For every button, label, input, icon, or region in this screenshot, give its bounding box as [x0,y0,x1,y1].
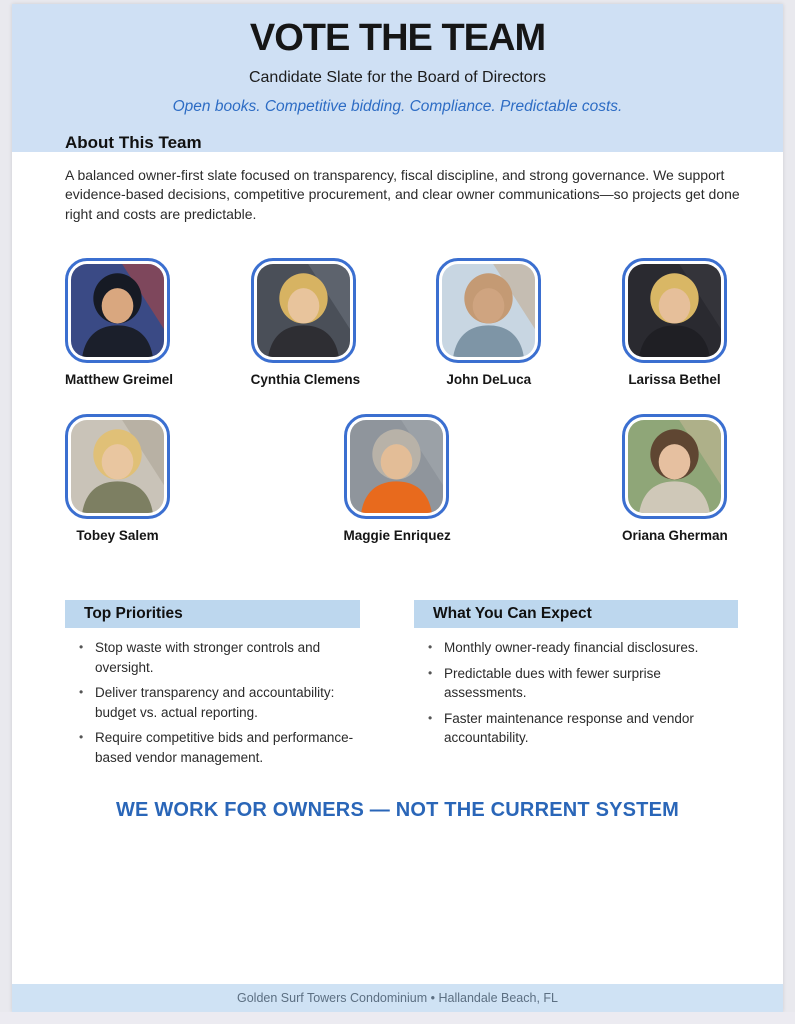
bullet-item: • Monthly owner-ready financial disclosures. [414,638,738,658]
smiling-blonde-woman-closeup-icon [71,420,164,513]
police-officer-in-uniform-us-flag-background-icon [71,264,164,357]
candidate-grid [65,258,727,543]
flyer-header [12,4,783,152]
bullet-item: • Stop waste with stronger controls and oversight. [65,638,360,677]
brown-haired-woman-outdoors-icon [628,420,721,513]
candidate-name: Matthew Greimel [65,371,174,387]
footer-text: Golden Surf Towers Condominium • Hallandale Beach, FL [237,991,558,1005]
expectations-section [414,600,738,773]
campaign-slogan: WE WORK FOR OWNERS — NOT THE CURRENT SYSTEM [115,799,680,822]
top-priorities-section [65,600,360,773]
candidate-name: John DeLuca [446,371,532,387]
top-priorities-list [65,638,360,767]
bald-man-blue-shirt-outdoors-icon [442,264,535,357]
blonde-woman-glasses-red-lipstick-icon [628,264,721,357]
page-subtitle: Candidate Slate for the Board of Directors [248,68,547,86]
expectations-list [414,638,738,748]
candidate-name: Larissa Bethel [628,371,721,387]
bullet-item: • Require competitive bids and performance-based vendor management. [65,728,360,767]
candidate-card [65,414,170,543]
candidate-photo [622,258,727,363]
candidate-row-1 [65,258,727,387]
candidate-card [622,414,727,543]
bullet-item: • Deliver transparency and accountability: budget vs. actual reporting. [65,683,360,722]
info-columns [65,600,783,773]
about-section-heading: About This Team [65,132,202,152]
tagline: Open books. Competitive bidding. Compliance. Predictable costs. [172,97,623,115]
blonde-woman-dark-background-icon [257,264,350,357]
expectations-heading: What You Can Expect [414,600,738,628]
candidate-photo [251,258,356,363]
candidate-name: Oriana Gherman [622,527,728,543]
candidate-photo [344,414,449,519]
page-title: VOTE THE TEAM [249,17,546,59]
bullet-item: • Faster maintenance response and vendor accountability. [414,709,738,748]
bullet-item: • Predictable dues with fewer surprise assessments. [414,664,738,703]
flyer-footer [12,984,783,1012]
candidate-name: Tobey Salem [76,527,159,543]
candidate-card [250,258,361,387]
candidate-name: Cynthia Clemens [250,371,361,387]
candidate-row-2 [65,414,727,543]
candidate-card [344,414,449,543]
candidate-card [436,258,541,387]
flyer-page [12,4,783,1012]
candidate-photo [436,258,541,363]
candidate-photo [622,414,727,519]
candidate-name: Maggie Enriquez [343,527,451,543]
candidate-card [65,258,174,387]
top-priorities-heading: Top Priorities [65,600,360,628]
gray-haired-woman-orange-top-icon [350,420,443,513]
candidate-photo [65,414,170,519]
bottom-margin [0,1012,795,1024]
about-paragraph: A balanced owner-first slate focused on transparency, fiscal discipline, and strong governance. We support evidence-based decisions, competitive procurement, and clear owner communications—so projects get done right and costs are predictable. [65,167,740,222]
candidate-card [622,258,727,387]
candidate-photo [65,258,170,363]
